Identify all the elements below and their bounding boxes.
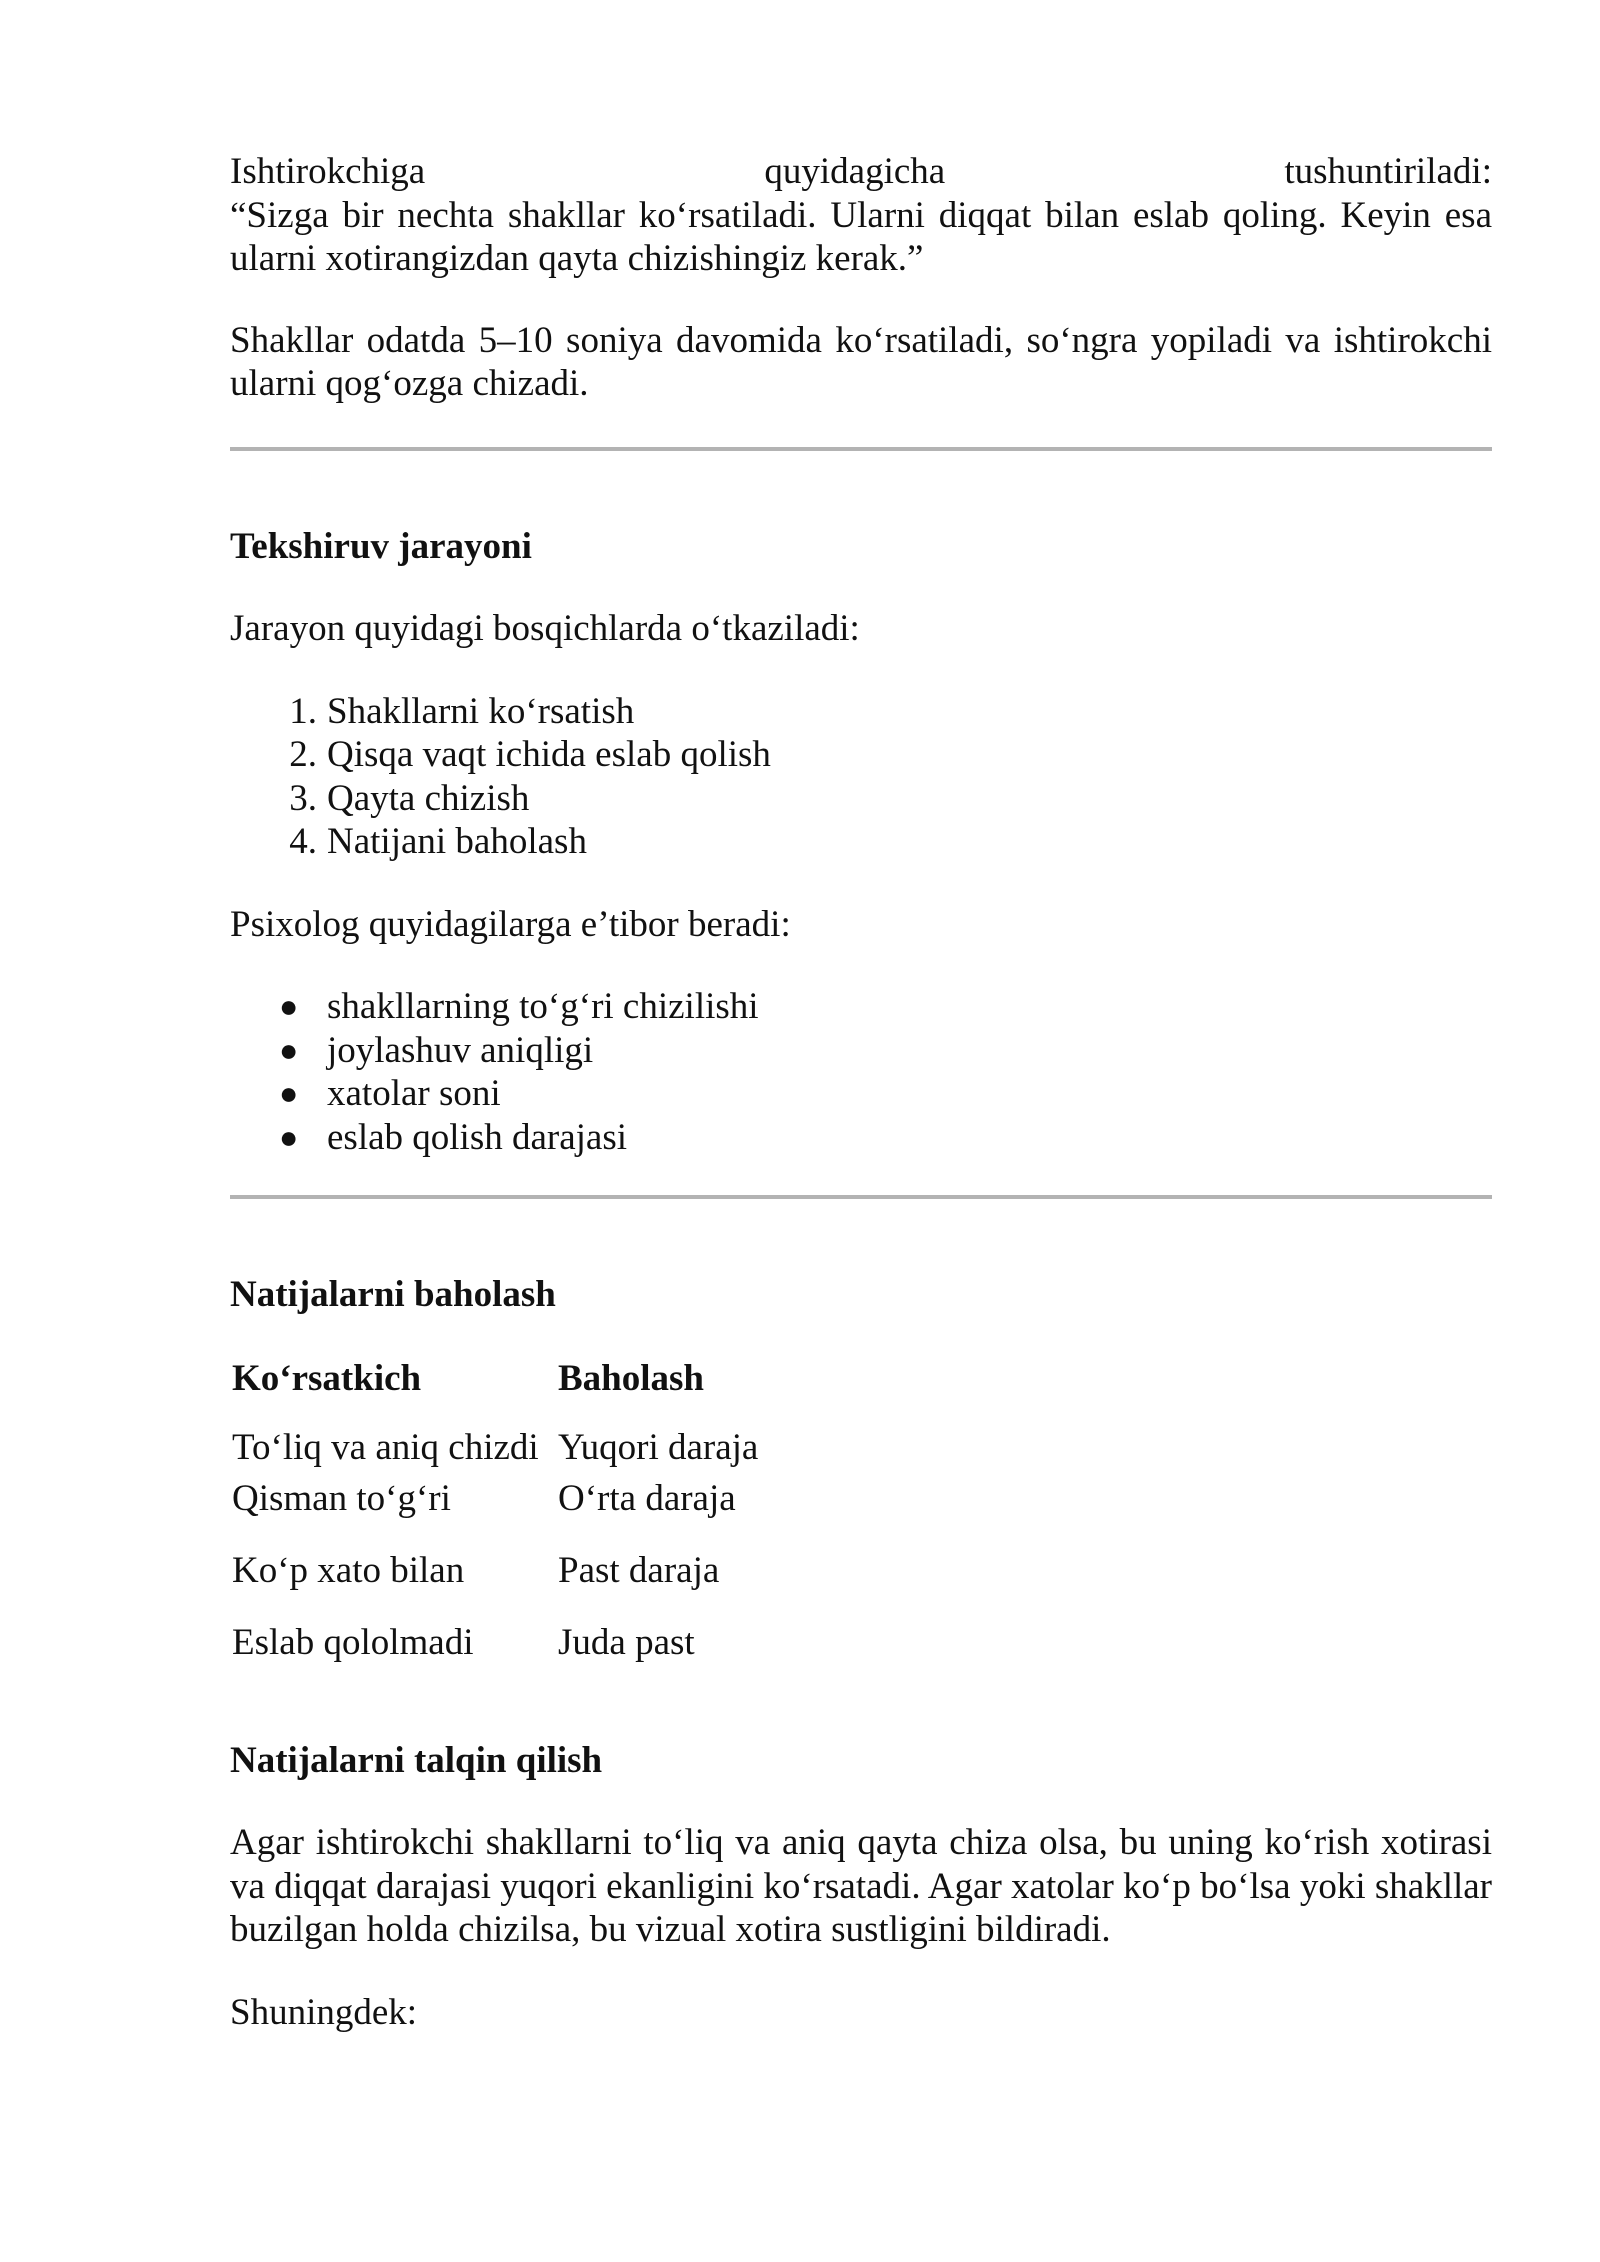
table-cell: Yuqori daraja	[558, 1426, 759, 1468]
intro-paragraph: Shakllar odatda 5–10 soniya davomida ko‘rsatiladi, so‘ngra yopiladi va ishtirokchi ularni qog‘ozga chizadi.	[230, 319, 1492, 404]
table-cell: Juda past	[558, 1621, 695, 1663]
table-row	[232, 1477, 768, 1549]
list-item: 2. Qisqa vaqt ichida eslab qolish	[289, 734, 771, 775]
table-header-row	[232, 1357, 768, 1405]
table-row	[232, 1621, 768, 1693]
evaluation-table	[232, 1357, 768, 1693]
section-heading-process: Tekshiruv jarayoni	[230, 525, 532, 567]
bullet-icon: ●	[279, 988, 299, 1024]
attention-list	[230, 985, 1492, 1159]
intro-word: tushuntiriladi:	[1284, 151, 1492, 192]
intro-word: quyidagicha	[764, 151, 946, 192]
section-heading-interpretation: Natijalarni talqin qilish	[230, 1739, 603, 1781]
list-item: 4. Natijani baholash	[289, 821, 587, 862]
interpretation-also: Shuningdek:	[230, 1991, 418, 2033]
intro-first-line	[230, 150, 1492, 194]
table-cell: O‘rta daraja	[558, 1477, 736, 1519]
table-row	[232, 1405, 768, 1477]
intro-word: Ishtirokchiga	[230, 151, 426, 192]
list-item: ● xatolar soni	[279, 1073, 501, 1114]
table-cell: Qisman to‘g‘ri	[232, 1477, 451, 1519]
table-cell: To‘liq va aniq chizdi	[232, 1426, 539, 1468]
table-cell: Ko‘p xato bilan	[232, 1549, 465, 1591]
list-item: 3. Qayta chizish	[289, 777, 530, 819]
list-item: 1. Shakllarni ko‘rsatish	[289, 690, 635, 732]
table-row	[232, 1549, 768, 1621]
process-lead: Jarayon quyidagi bosqichlarda o‘tkaziladi:	[230, 608, 860, 649]
process-steps-list	[230, 690, 1492, 864]
column-header: Ko‘rsatkich	[232, 1357, 422, 1399]
interpretation-paragraph: Agar ishtirokchi shakllarni to‘liq va aniq qayta chiza olsa, bu uning ko‘rish xotirasi va diqqat darajasi yuqori ekanligini ko‘rsatadi. Agar xatolar ko‘p bo‘lsa yoki shakllar buzilgan holda chizilsa, bu vizual xotira sustligini bildiradi.	[230, 1822, 1492, 1950]
list-item: ● shakllarning to‘g‘ri chizilishi	[279, 986, 759, 1027]
document-page	[230, 150, 1492, 2034]
table-cell: Past daraja	[558, 1549, 720, 1591]
attention-lead: Psixolog quyidagilarga e’tibor beradi:	[230, 903, 791, 945]
list-item: ● eslab qolish darajasi	[279, 1116, 628, 1158]
table-cell: Eslab qololmadi	[232, 1621, 474, 1663]
list-item: ● joylashuv aniqligi	[279, 1029, 594, 1071]
column-header: Baholash	[558, 1357, 705, 1399]
bullet-icon: ●	[279, 1075, 299, 1111]
section-heading-evaluation: Natijalarni baholash	[230, 1274, 556, 1315]
intro-quote: “Sizga bir nechta shakllar ko‘rsatiladi. Ularni diqqat bilan eslab qoling. Keyin esa ularni xotirangizdan qayta chizishingiz kerak.”	[230, 194, 1492, 279]
bullet-icon: ●	[279, 1118, 299, 1155]
bullet-icon: ●	[279, 1031, 299, 1068]
